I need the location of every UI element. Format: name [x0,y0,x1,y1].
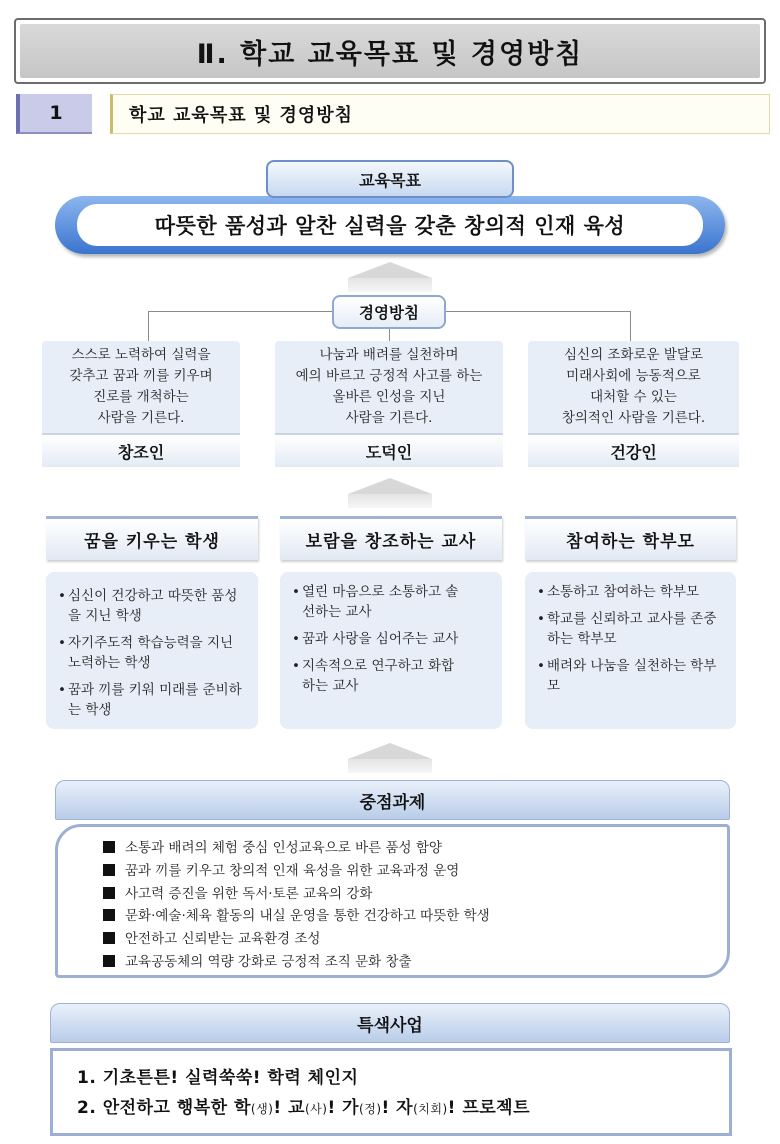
focus-item: 교육공동체의 역량 강화로 긍정적 조직 문화 창출 [103,951,727,974]
focus-label: 중점과제 [55,780,730,820]
subject-title-parent: 참여하는 학부모 [525,516,736,560]
connector-line [446,311,630,312]
subject-box-parent [525,572,736,729]
policy-name: 건강인 [528,433,739,467]
connector-line [148,311,332,312]
policy-label: 경영방침 [332,295,446,329]
special-box [50,1048,732,1136]
focus-box [55,824,730,978]
connector-line [389,329,390,341]
subject-box-teacher [280,572,502,729]
policy-box-healthy [528,341,739,467]
focus-item: 소통과 배려의 체험 중심 인성교육으로 바른 품성 함양 [103,837,727,860]
up-arrow [348,262,432,292]
page-title: Ⅱ. 학교 교육목표 및 경영방침 [20,24,760,78]
list-item: • 꿈과 사랑을 심어주는 교사 [292,629,492,649]
up-arrow [348,743,432,773]
focus-item: 안전하고 신뢰받는 교육환경 조성 [103,928,727,951]
up-arrow [348,478,432,508]
connector-line [148,311,149,341]
connector-line [630,311,631,341]
section-title: 학교 교육목표 및 경영방침 [110,94,770,134]
subject-title-student: 꿈을 키우는 학생 [46,516,258,560]
list-item: • 꿈과 끼를 키워 미래를 준비하는 학생 [58,680,248,720]
square-bullet-icon [103,864,115,876]
special-item: 2. 안전하고 행복한 학(생)! 교(사)! 가(정)! 자(치회)! 프로젝트 [77,1098,531,1118]
subject-title-teacher: 보람을 창조하는 교사 [280,516,502,560]
square-bullet-icon [103,909,115,921]
subject-box-student [46,572,258,729]
policy-box-creative [42,341,240,467]
policy-name: 창조인 [42,433,240,467]
goal-text: 따뜻한 품성과 알찬 실력을 갖춘 창의적 인재 육성 [77,204,703,246]
list-item: • 심신이 건강하고 따뜻한 품성을 지닌 학생 [58,586,248,626]
policy-description: 스스로 노력하여 실력을 갖추고 꿈과 끼를 키우며 진로를 개척하는 사람을 기른다. [69,347,213,426]
policy-description: 나눔과 배려를 실천하며 예의 바르고 긍정적 사고를 하는 올바른 인성을 지닌 사람을 기른다. [295,347,483,426]
policy-box-moral [275,341,503,467]
list-item: • 지속적으로 연구하고 화합하는 교사 [292,656,467,696]
special-item: 1. 기초튼튼! 실력쑥쑥! 학력 체인지 [77,1068,359,1088]
square-bullet-icon [103,887,115,899]
section-number: 1 [16,94,92,134]
policy-description: 심신의 조화로운 발달로 미래사회에 능동적으로 대처할 수 있는 창의적인 사람을 기른다. [561,347,706,426]
goal-label: 교육목표 [266,160,514,198]
goal-banner [55,196,725,254]
square-bullet-icon [103,932,115,944]
policy-name: 도덕인 [275,433,503,467]
list-item: • 학교를 신뢰하고 교사를 존중하는 학부모 [537,609,726,649]
focus-item: 사고력 증진을 위한 독서·토론 교육의 강화 [103,883,727,906]
list-item: • 열린 마음으로 소통하고 솔선하는 교사 [292,582,467,622]
list-item: • 배려와 나눔을 실천하는 학부모 [537,656,726,696]
list-item: • 자기주도적 학습능력을 지닌 노력하는 학생 [58,633,248,673]
focus-item: 문화·예술·체육 활동의 내실 운영을 통한 건강하고 따뜻한 학생 [103,905,727,928]
square-bullet-icon [103,841,115,853]
list-item: • 소통하고 참여하는 학부모 [537,582,726,602]
special-label: 특색사업 [50,1003,730,1043]
focus-item: 꿈과 끼를 키우고 창의적 인재 육성을 위한 교육과정 운영 [103,860,727,883]
page-title-bar [14,18,766,84]
square-bullet-icon [103,955,115,967]
